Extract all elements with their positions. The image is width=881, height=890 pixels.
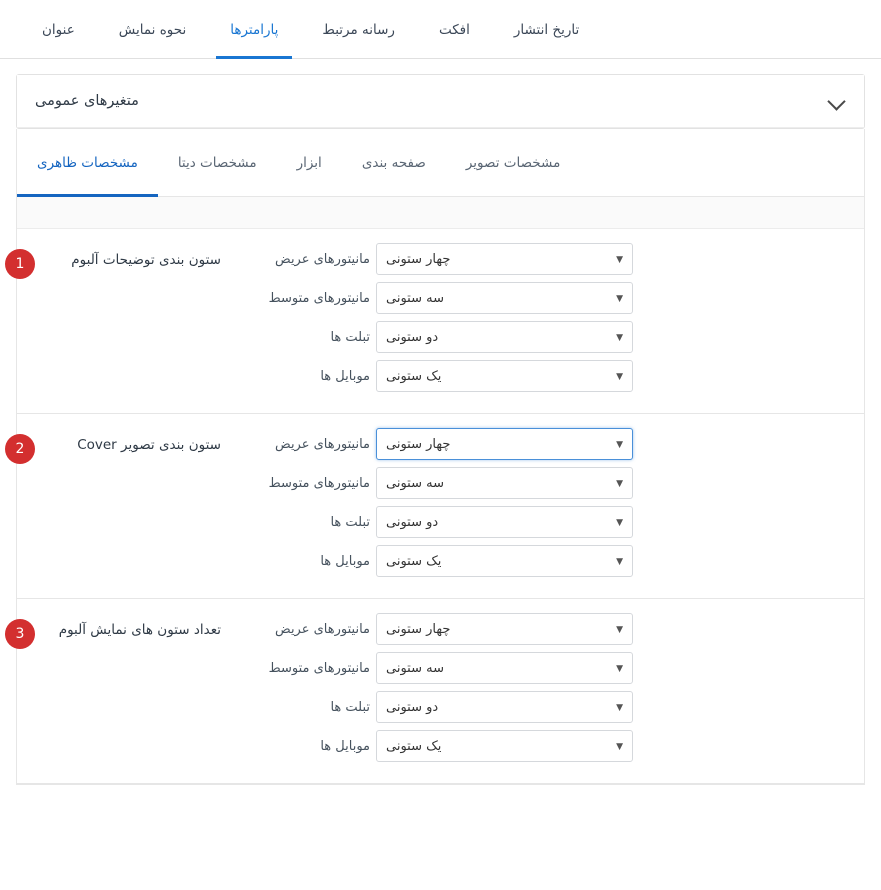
- panel-title: متغیرهای عمومی: [35, 93, 139, 109]
- select-value: دو ستونی: [386, 514, 439, 530]
- chevron-down-icon: ▼: [616, 517, 623, 528]
- tabbar-filler: [580, 129, 864, 196]
- tab-title-label: عنوان: [42, 21, 75, 38]
- select-medium-monitors[interactable]: [376, 282, 633, 314]
- field-row: [231, 613, 864, 645]
- select-value: یک ستونی: [386, 738, 442, 754]
- field-label: مانیتورهای متوسط: [268, 660, 370, 676]
- status-badge: 2: [5, 434, 35, 464]
- tab-pagination[interactable]: [342, 129, 446, 196]
- tab-appearance-label: مشخصات ظاهری: [37, 154, 138, 171]
- panel-header[interactable]: [17, 75, 864, 128]
- chevron-down-icon: ▼: [616, 478, 623, 489]
- chevron-down-icon: ▼: [616, 663, 623, 674]
- tab-effect-label: افکت: [438, 21, 470, 38]
- field-row: [231, 467, 864, 499]
- chevron-down-icon: ▼: [616, 293, 623, 304]
- field-row: [231, 506, 864, 538]
- field-row: [231, 652, 864, 684]
- chevron-down-icon: ▼: [616, 556, 623, 567]
- setting-block-fields: [231, 613, 864, 769]
- chevron-down-icon: ▼: [616, 702, 623, 713]
- chevron-down-icon: ▼: [616, 624, 623, 635]
- tab-related-media[interactable]: [300, 0, 417, 59]
- chevron-down-icon: ▼: [616, 439, 623, 450]
- tab-image-specs-label: مشخصات تصویر: [465, 154, 561, 171]
- field-row: [231, 428, 864, 460]
- setting-block-label: [17, 613, 231, 769]
- chevron-down-icon[interactable]: [828, 92, 846, 110]
- status-badge: 1: [5, 249, 35, 279]
- tab-tools[interactable]: [277, 129, 342, 196]
- select-wide-monitors[interactable]: [376, 243, 633, 275]
- field-label: مانیتورهای عریض: [275, 621, 370, 637]
- select-value: دو ستونی: [386, 699, 439, 715]
- tab-publish-date[interactable]: [492, 0, 601, 59]
- field-label: مانیتورهای متوسط: [268, 290, 370, 306]
- general-variables-panel: [16, 74, 865, 129]
- select-tablets[interactable]: [376, 506, 633, 538]
- field-label: مانیتورهای عریض: [275, 436, 370, 452]
- select-medium-monitors[interactable]: [376, 467, 633, 499]
- sub-strip: [17, 197, 864, 229]
- tab-title[interactable]: [20, 0, 97, 59]
- tab-image-specs[interactable]: [446, 129, 580, 196]
- setting-block-label-text: تعداد ستون های نمایش آلبوم: [58, 622, 221, 638]
- select-value: چهار ستونی: [386, 436, 451, 452]
- setting-block-fields: [231, 428, 864, 584]
- field-row: [231, 321, 864, 353]
- setting-block-label: [17, 243, 231, 399]
- select-value: دو ستونی: [386, 329, 439, 345]
- tab-display-mode[interactable]: [97, 0, 208, 59]
- primary-tabbar: [0, 0, 881, 59]
- tab-display-mode-label: نحوه نمایش: [118, 21, 187, 38]
- field-label: تبلت ها: [330, 514, 370, 530]
- select-tablets[interactable]: [376, 691, 633, 723]
- field-row: [231, 360, 864, 392]
- select-wide-monitors[interactable]: [376, 613, 633, 645]
- select-wide-monitors[interactable]: [376, 428, 633, 460]
- chevron-down-icon: ▼: [616, 254, 623, 265]
- field-label: موبایل ها: [320, 553, 370, 569]
- secondary-tabbar: [17, 129, 864, 197]
- tab-related-media-label: رسانه مرتبط: [322, 21, 395, 38]
- settings-container: [16, 129, 865, 785]
- select-value: چهار ستونی: [386, 251, 451, 267]
- select-value: سه ستونی: [386, 475, 444, 491]
- setting-block-label: [17, 428, 231, 584]
- select-value: سه ستونی: [386, 660, 444, 676]
- field-label: مانیتورهای عریض: [275, 251, 370, 267]
- setting-block: [17, 599, 864, 784]
- field-row: [231, 282, 864, 314]
- select-value: سه ستونی: [386, 290, 444, 306]
- setting-block-fields: [231, 243, 864, 399]
- field-row: [231, 730, 864, 762]
- select-mobiles[interactable]: [376, 360, 633, 392]
- setting-block-label-text: ستون بندی توضیحات آلبوم: [71, 252, 221, 268]
- tab-data-specs[interactable]: [158, 129, 277, 196]
- field-label: تبلت ها: [330, 329, 370, 345]
- topnav-spacer: [0, 0, 20, 58]
- status-badge: 3: [5, 619, 35, 649]
- field-label: مانیتورهای متوسط: [268, 475, 370, 491]
- tab-parameters-label: پارامترها: [230, 21, 279, 38]
- tab-publish-date-label: تاریخ انتشار: [513, 21, 580, 38]
- select-mobiles[interactable]: [376, 730, 633, 762]
- select-value: یک ستونی: [386, 368, 442, 384]
- field-label: تبلت ها: [330, 699, 370, 715]
- field-label: موبایل ها: [320, 738, 370, 754]
- tab-tools-label: ابزار: [296, 154, 322, 171]
- chevron-down-icon: ▼: [616, 332, 623, 343]
- setting-block-label-text: ستون بندی تصویر Cover: [77, 437, 221, 453]
- tab-pagination-label: صفحه بندی: [361, 154, 426, 171]
- setting-block: [17, 229, 864, 414]
- tab-effect[interactable]: [417, 0, 492, 59]
- select-value: چهار ستونی: [386, 621, 451, 637]
- select-medium-monitors[interactable]: [376, 652, 633, 684]
- tab-appearance[interactable]: [17, 129, 158, 196]
- select-value: یک ستونی: [386, 553, 442, 569]
- field-row: [231, 243, 864, 275]
- tab-data-specs-label: مشخصات دیتا: [177, 154, 257, 171]
- field-row: [231, 545, 864, 577]
- field-row: [231, 691, 864, 723]
- setting-block: [17, 414, 864, 599]
- chevron-down-icon: ▼: [616, 371, 623, 382]
- select-mobiles[interactable]: [376, 545, 633, 577]
- select-tablets[interactable]: [376, 321, 633, 353]
- tab-parameters[interactable]: [208, 0, 300, 59]
- chevron-down-icon: ▼: [616, 741, 623, 752]
- field-label: موبایل ها: [320, 368, 370, 384]
